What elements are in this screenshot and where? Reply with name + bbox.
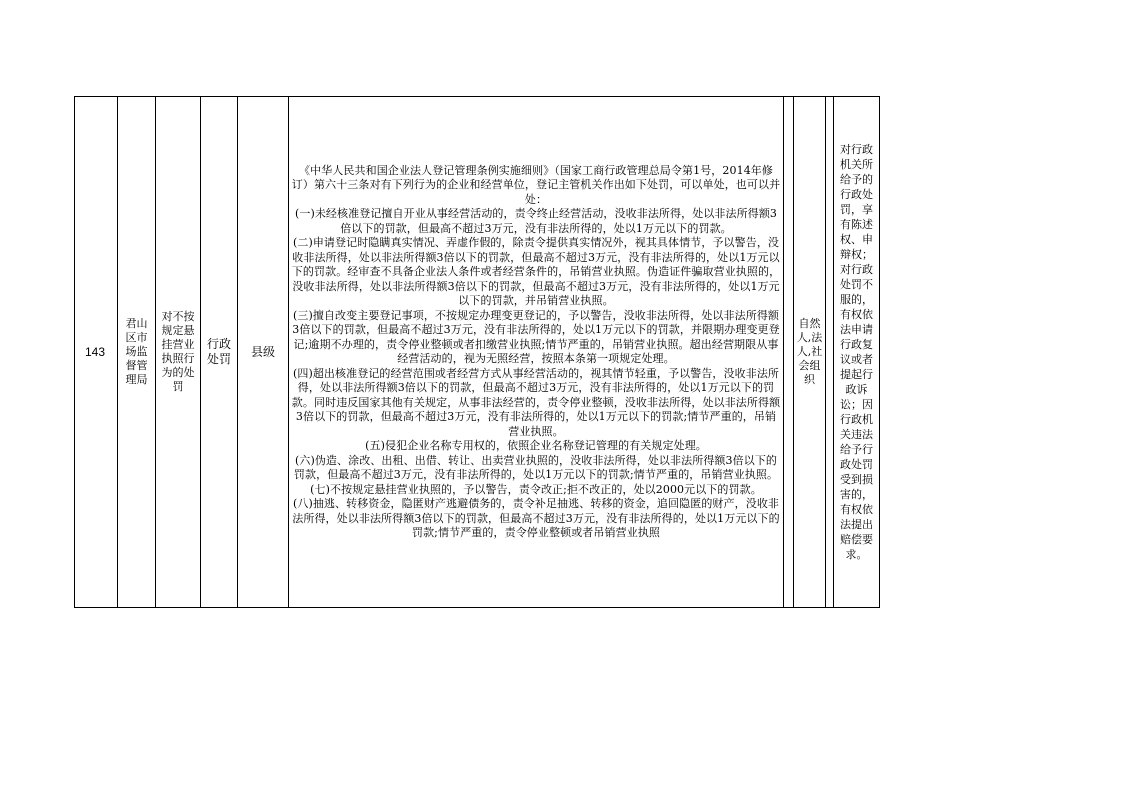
exercise-level: 县级	[250, 345, 275, 359]
org-cell	[118, 97, 156, 608]
empty-cell	[826, 97, 834, 608]
basis-intro: 《中华人民共和国企业法人登记管理条例实施细则》（国家工商行政管理总局令第1号，2014年修订）第六十三条对有下列行为的企业和经营单位，登记主管机关作出如下处罚，可以单处，也可以并处：	[291, 163, 781, 206]
rights-cell	[834, 97, 880, 608]
basis-clause-3: (三)擅自改变主要登记事项，不按规定办理变更登记的，予以警告，没收非法所得，处以非法所得额3倍以下的罚款，但最高不超过3万元，没有非法所得的，处以1万元以下的罚款，并限期办理变更登记;逾期不办理的，责令停业整顿或者扣缴营业执照;情节严重的，吊销营业执照。超出经营期限从事经营活动的，视为无照经营，按照本条第一项规定处理。	[292, 308, 780, 365]
basis-clause-6: (六)伪造、涂改、出租、出借、转让、出卖营业执照的，没收非法所得，处以非法所得额3倍以下的罚款，但最高不超过3万元，没有非法所得的，处以1万元以下的罚款;情节严重的，吊销营业执照。	[293, 453, 779, 481]
basis-clause-1: (一)未经核准登记擅自开业从事经营活动的，责令终止经营活动，没收非法所得，处以非法所得额3倍以下的罚款，但最高不超过3万元，没有非法所得的，处以1万元以下的罚款。	[294, 207, 778, 235]
item-cell	[156, 97, 201, 608]
enforcement-org: 君山区市场监督管理局	[125, 317, 148, 386]
relief-rights: 对行政机关所给予的行政处罚，享有陈述权、申辩权；对行政处罚不服的，有权依法申请行政复议或者提起行政诉讼；因行政机关违法给予行政处罚受到损害的，有权依法提出赔偿要求。	[840, 143, 873, 561]
penalty-object: 自然人,法人,社会组织	[796, 317, 823, 386]
legal-basis	[289, 164, 783, 541]
empty-cell	[784, 97, 794, 608]
row-number-cell	[75, 97, 118, 608]
basis-clause-4: (四)超出核准登记的经营范围或者经营方式从事经营活动的，视其情节轻重，予以警告，没收非法所得，处以非法所得额3倍以下的罚款，但最高不超过3万元，没有非法所得的，处以1万元以下的罚款。同时违反国家其他有关规定，从事非法经营的，责令停业整顿，没收非法所得，处以非法所得额3倍以下的罚款，但最高不超过3万元，没有非法所得的，处以1万元以下的罚款;情节严重的，吊销营业执照。	[291, 366, 781, 438]
basis-clause-2: (二)申请登记时隐瞒真实情况、弄虚作假的，除责令提供真实情况外，视其具体情节，予以警告，没收非法所得，处以非法所得额3倍以下的罚款，但最高不超过3万元，没有非法所得的，处以1万元以下的罚款。经审查不具备企业法人条件或者经营条件的，吊销营业执照。伪造证件骗取营业执照的，没收非法所得，处以非法所得额3倍以下的罚款，但最高不超过3万元，没有非法所得的，处以1万元以下的罚款，并吊销营业执照。	[291, 236, 781, 307]
basis-clause-7: (七)不按规定悬挂营业执照的，予以警告，责令改正;拒不改正的，处以2000元以下的罚款。	[310, 482, 762, 496]
type-cell	[201, 97, 238, 608]
table-row	[75, 97, 880, 608]
power-type: 行政处罚	[206, 337, 231, 366]
penalty-table	[74, 96, 880, 608]
basis-clause-5: (五)侵犯企业名称专用权的，依照企业名称登记管理的有关规定处理。	[365, 439, 707, 452]
legal-basis-cell	[289, 97, 784, 608]
object-cell	[794, 97, 826, 608]
level-cell	[238, 97, 289, 608]
basis-clause-8: (八)抽逃、转移资金，隐匿财产逃避债务的，责令补足抽逃、转移的资金，追回隐匿的财产，没收非法所得，处以非法所得额3倍以下的罚款，但最高不超过3万元，没有非法所得的，处以1万元以下的罚款;情节严重的，责令停业整顿或者吊销营业执照	[292, 497, 780, 539]
penalty-item-name: 对不按规定悬挂营业执照行为的处罚	[161, 310, 195, 393]
row-number: 143	[84, 345, 106, 359]
